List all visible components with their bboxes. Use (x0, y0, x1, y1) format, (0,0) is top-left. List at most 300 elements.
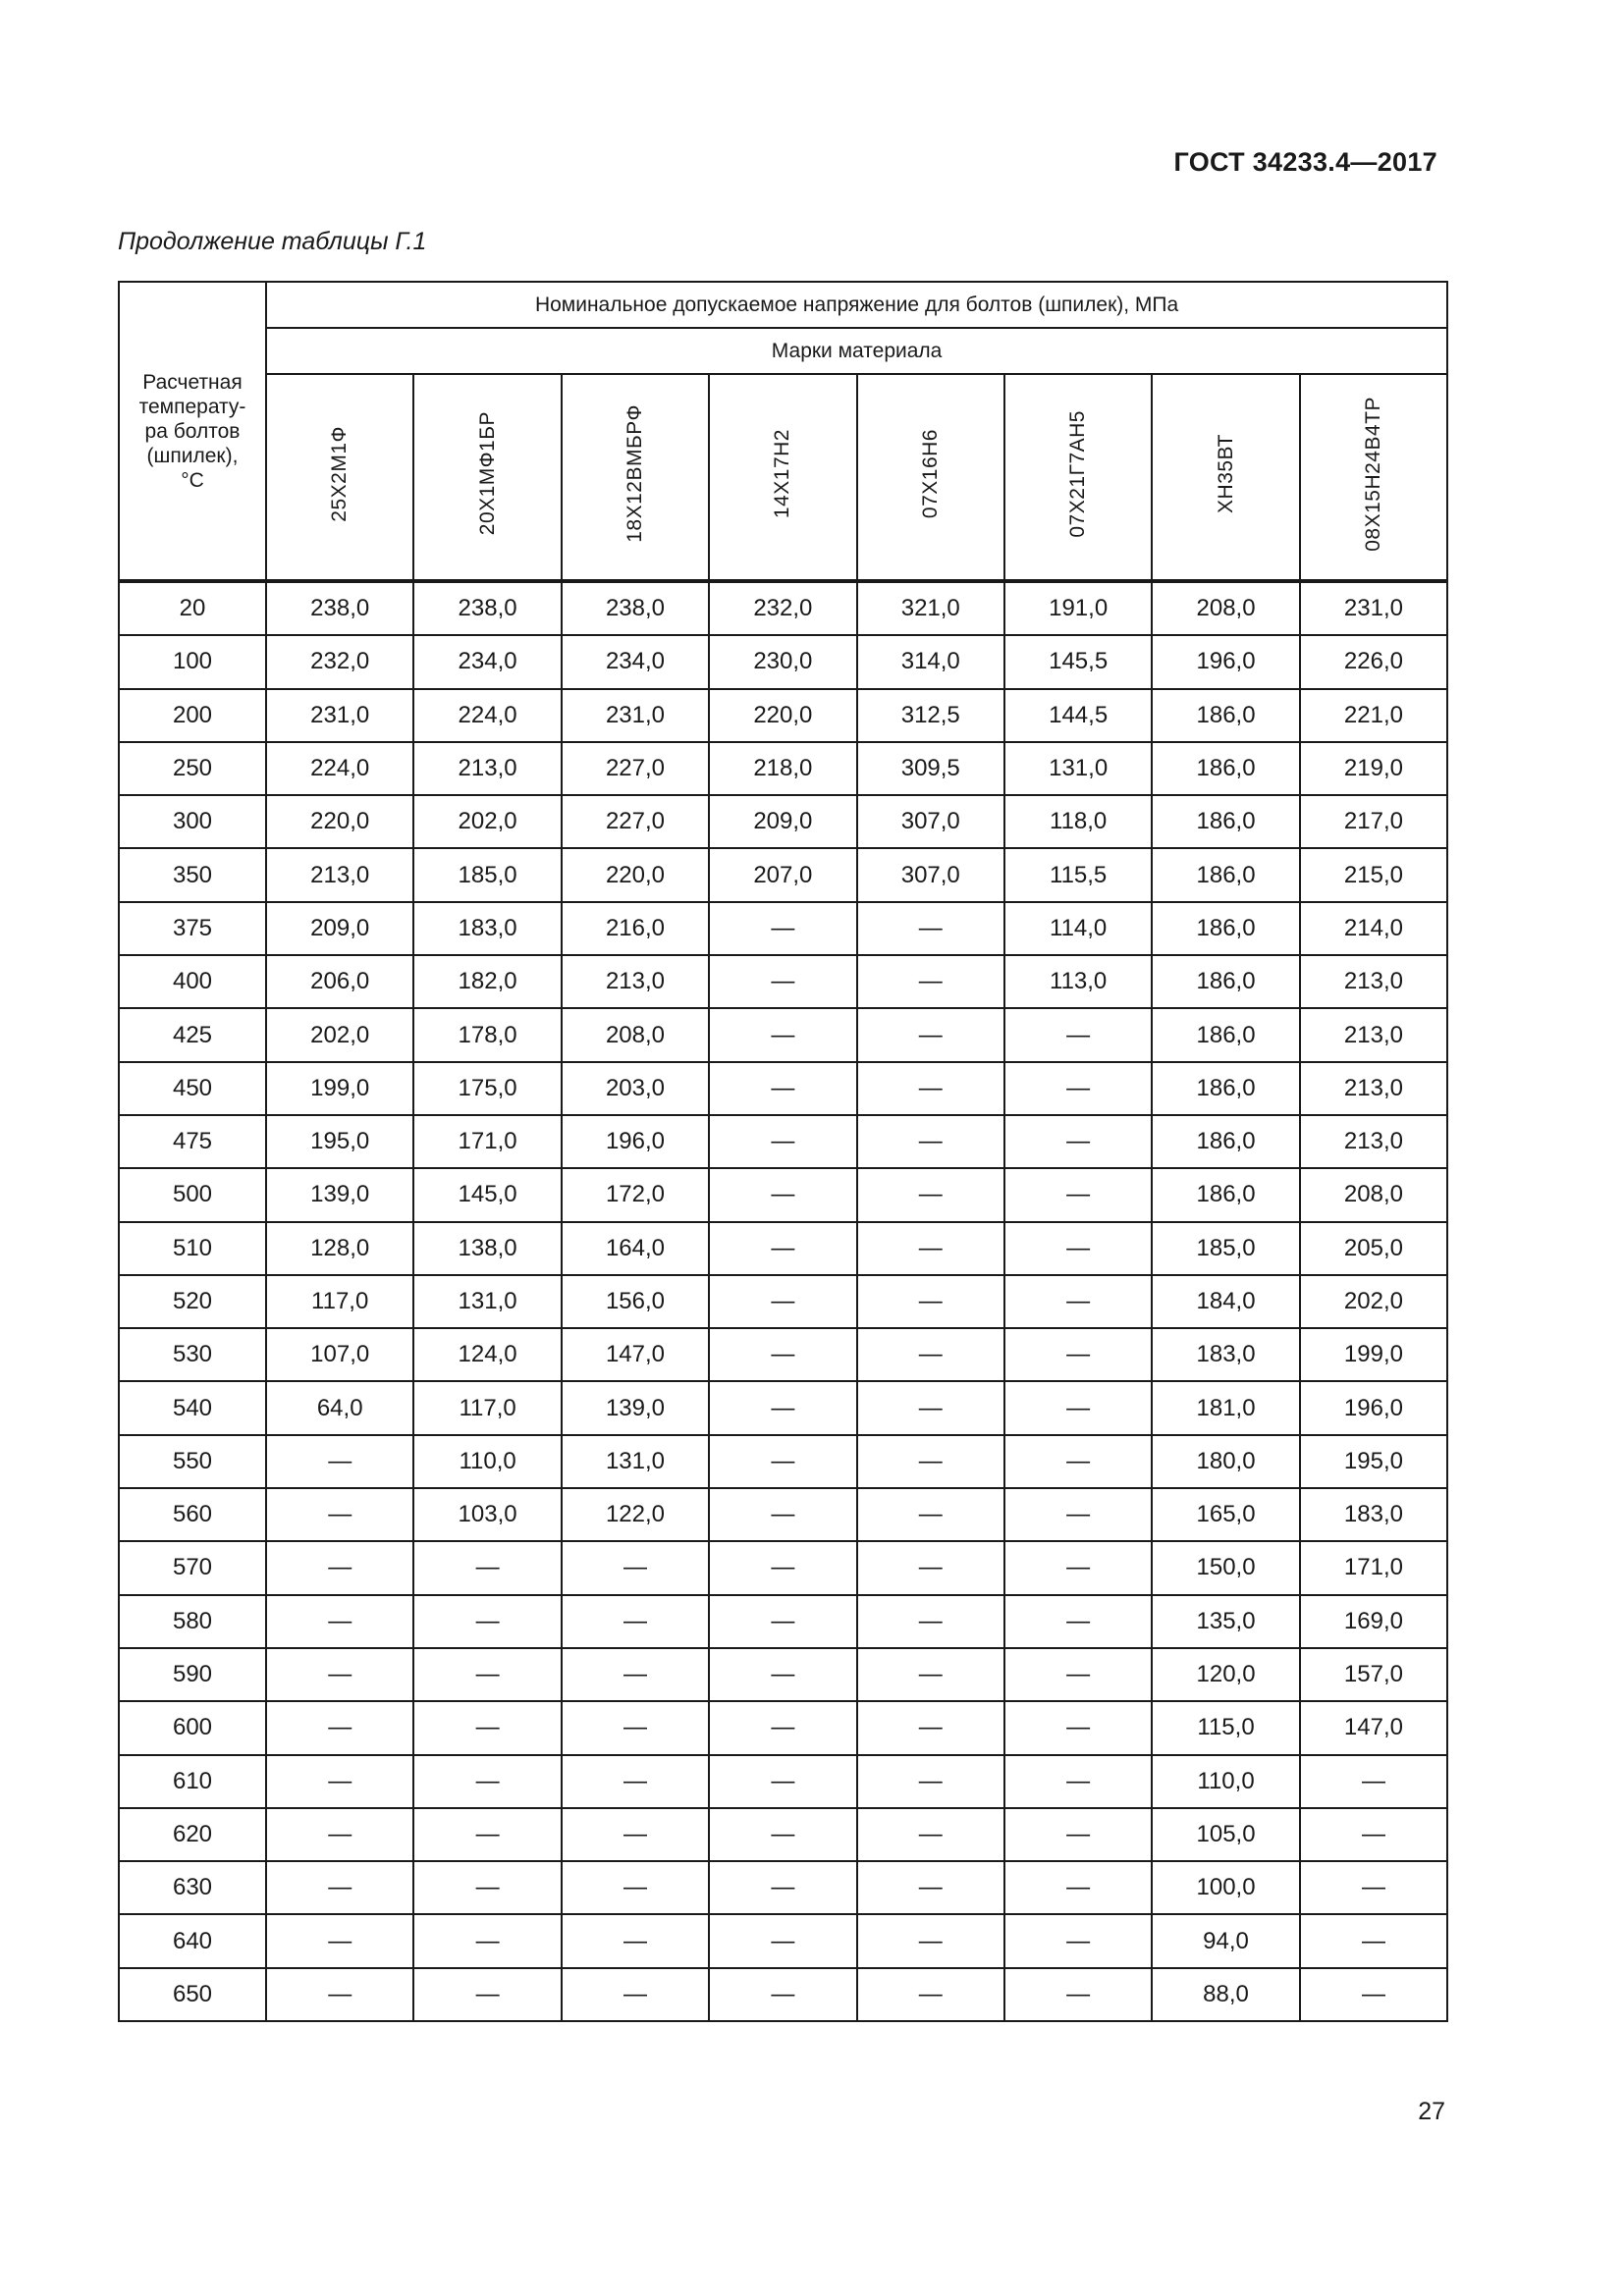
stress-value-cell: — (1004, 1968, 1152, 2021)
material-label: 18Х12ВМБРФ (623, 404, 646, 543)
stress-value-cell: 103,0 (413, 1488, 561, 1541)
stress-value-cell: 172,0 (562, 1168, 709, 1221)
stress-value-cell: 238,0 (562, 581, 709, 635)
temperature-cell: 400 (119, 955, 266, 1008)
stress-value-cell: — (709, 1222, 856, 1275)
temperature-cell: 200 (119, 689, 266, 742)
stress-value-cell: — (1300, 1861, 1447, 1914)
temperature-cell: 510 (119, 1222, 266, 1275)
stress-value-cell: 147,0 (1300, 1701, 1447, 1754)
stress-value-cell: 88,0 (1152, 1968, 1299, 2021)
stress-value-cell: 231,0 (1300, 581, 1447, 635)
temperature-header-line: Расчетная (142, 370, 243, 394)
table-row (119, 1648, 1447, 1701)
stress-value-cell: — (562, 1755, 709, 1808)
table-row (119, 1808, 1447, 1861)
stress-value-cell: — (562, 1914, 709, 1967)
stress-value-cell: — (857, 1328, 1004, 1381)
table-row (119, 1115, 1447, 1168)
stress-value-cell: 186,0 (1152, 689, 1299, 742)
stress-value-cell: — (709, 1435, 856, 1488)
page-number: 27 (1418, 2098, 1445, 2125)
stress-value-cell: 217,0 (1300, 795, 1447, 848)
temperature-cell: 100 (119, 635, 266, 688)
stress-value-cell: 202,0 (1300, 1275, 1447, 1328)
stress-value-cell: 114,0 (1004, 902, 1152, 955)
stress-value-cell: 118,0 (1004, 795, 1152, 848)
stress-value-cell: 186,0 (1152, 1168, 1299, 1221)
stress-value-cell: 145,5 (1004, 635, 1152, 688)
temperature-cell: 500 (119, 1168, 266, 1221)
stress-value-cell: 202,0 (266, 1008, 413, 1061)
stress-value-cell: 203,0 (562, 1062, 709, 1115)
stress-value-cell: 202,0 (413, 795, 561, 848)
stress-value-cell: — (709, 1808, 856, 1861)
stress-value-cell: 307,0 (857, 848, 1004, 901)
table-row (119, 1062, 1447, 1115)
stress-value-cell: — (1004, 1755, 1152, 1808)
stress-value-cell: — (266, 1755, 413, 1808)
stress-value-cell: — (266, 1968, 413, 2021)
stress-value-cell: 213,0 (1300, 1062, 1447, 1115)
stress-value-cell: 195,0 (1300, 1435, 1447, 1488)
stress-value-cell: 231,0 (266, 689, 413, 742)
stress-value-cell: — (266, 1808, 413, 1861)
stress-value-cell: 196,0 (1152, 635, 1299, 688)
stress-value-cell: 196,0 (1300, 1381, 1447, 1434)
temperature-cell: 475 (119, 1115, 266, 1168)
stress-value-cell: — (1004, 1115, 1152, 1168)
temperature-column-header (119, 282, 266, 581)
stress-group-header: Номинальное допускаемое напряжение для болтов (шпилек), МПа (266, 282, 1447, 328)
temperature-header-line: температу- (138, 395, 246, 418)
stress-value-cell: 171,0 (1300, 1541, 1447, 1594)
material-header (1004, 374, 1152, 581)
stress-value-cell: 110,0 (1152, 1755, 1299, 1808)
stress-value-cell: 175,0 (413, 1062, 561, 1115)
material-header (1152, 374, 1299, 581)
stress-value-cell: — (413, 1755, 561, 1808)
stress-value-cell: — (857, 1648, 1004, 1701)
stress-value-cell: 231,0 (562, 689, 709, 742)
stress-value-cell: 214,0 (1300, 902, 1447, 955)
stress-value-cell: — (709, 1914, 856, 1967)
table-row (119, 635, 1447, 688)
stress-value-cell: — (1004, 1435, 1152, 1488)
stress-value-cell: 128,0 (266, 1222, 413, 1275)
material-label: 08Х15Н24В4ТР (1361, 396, 1384, 552)
stress-value-cell: — (709, 1328, 856, 1381)
temperature-cell: 590 (119, 1648, 266, 1701)
stress-value-cell: — (709, 1968, 856, 2021)
stress-value-cell: 208,0 (1152, 581, 1299, 635)
stress-value-cell: — (857, 1435, 1004, 1488)
table-row (119, 1488, 1447, 1541)
stress-value-cell: — (413, 1595, 561, 1648)
stress-value-cell: 208,0 (1300, 1168, 1447, 1221)
stress-value-cell: — (562, 1968, 709, 2021)
stress-value-cell: 186,0 (1152, 1062, 1299, 1115)
stress-value-cell: 171,0 (413, 1115, 561, 1168)
stress-value-cell: — (857, 902, 1004, 955)
stress-value-cell: — (709, 1595, 856, 1648)
temperature-cell: 350 (119, 848, 266, 901)
stress-value-cell: — (1004, 1008, 1152, 1061)
temperature-cell: 425 (119, 1008, 266, 1061)
stress-value-cell: — (562, 1595, 709, 1648)
stress-value-cell: 100,0 (1152, 1861, 1299, 1914)
stress-value-cell: — (1004, 1328, 1152, 1381)
table-body (119, 581, 1447, 2021)
stress-value-cell: 213,0 (1300, 1115, 1447, 1168)
temperature-cell: 650 (119, 1968, 266, 2021)
stress-value-cell: 205,0 (1300, 1222, 1447, 1275)
stress-value-cell: 131,0 (413, 1275, 561, 1328)
material-header (857, 374, 1004, 581)
stress-value-cell: — (266, 1701, 413, 1754)
stress-value-cell: 207,0 (709, 848, 856, 901)
stress-value-cell: 224,0 (266, 742, 413, 795)
temperature-cell: 375 (119, 902, 266, 955)
stress-value-cell: — (1004, 1861, 1152, 1914)
temperature-header-line: °С (181, 468, 204, 492)
temperature-cell: 20 (119, 581, 266, 635)
material-header (562, 374, 709, 581)
stress-value-cell: — (1004, 1488, 1152, 1541)
stress-value-cell: 124,0 (413, 1328, 561, 1381)
stress-value-cell: 107,0 (266, 1328, 413, 1381)
stress-value-cell: 138,0 (413, 1222, 561, 1275)
stress-value-cell: 110,0 (413, 1435, 561, 1488)
stress-value-cell: — (857, 1968, 1004, 2021)
stress-value-cell: — (709, 1062, 856, 1115)
table-row (119, 1222, 1447, 1275)
stress-value-cell: 220,0 (562, 848, 709, 901)
temperature-cell: 570 (119, 1541, 266, 1594)
stress-value-cell: 186,0 (1152, 955, 1299, 1008)
stress-value-cell: 186,0 (1152, 902, 1299, 955)
stress-value-cell: — (266, 1861, 413, 1914)
stress-value-cell: 147,0 (562, 1328, 709, 1381)
stress-value-cell: — (266, 1914, 413, 1967)
stress-value-cell: 185,0 (1152, 1222, 1299, 1275)
stress-value-cell: 218,0 (709, 742, 856, 795)
table-row (119, 1968, 1447, 2021)
table-row (119, 1168, 1447, 1221)
stress-value-cell: 182,0 (413, 955, 561, 1008)
stress-value-cell: — (413, 1861, 561, 1914)
table-row (119, 1328, 1447, 1381)
stress-value-cell: 195,0 (266, 1115, 413, 1168)
material-label: 25Х2М1Ф (328, 425, 352, 522)
stress-value-cell: — (266, 1488, 413, 1541)
stress-value-cell: 186,0 (1152, 848, 1299, 901)
stress-value-cell: — (857, 1115, 1004, 1168)
stress-value-cell: — (857, 1541, 1004, 1594)
material-label: 20Х1МФ1БР (475, 411, 499, 536)
stress-value-cell: — (857, 1275, 1004, 1328)
material-header (266, 374, 413, 581)
stress-value-cell: 238,0 (266, 581, 413, 635)
temperature-cell: 640 (119, 1914, 266, 1967)
stress-value-cell: — (709, 1755, 856, 1808)
temperature-header-line: ра болтов (144, 419, 241, 443)
table-row (119, 1914, 1447, 1967)
stress-value-cell: 64,0 (266, 1381, 413, 1434)
stress-value-cell: 227,0 (562, 795, 709, 848)
stress-value-cell: 150,0 (1152, 1541, 1299, 1594)
table-caption: Продолжение таблицы Г.1 (118, 228, 427, 255)
stress-value-cell: — (1004, 1701, 1152, 1754)
material-label: 07Х16Н6 (918, 428, 942, 519)
stress-value-cell: 307,0 (857, 795, 1004, 848)
stress-value-cell: 209,0 (266, 902, 413, 955)
stress-value-cell: 224,0 (413, 689, 561, 742)
stress-value-cell: 199,0 (1300, 1328, 1447, 1381)
temperature-cell: 620 (119, 1808, 266, 1861)
stress-value-cell: 183,0 (413, 902, 561, 955)
table-row (119, 742, 1447, 795)
stress-value-cell: — (857, 1808, 1004, 1861)
temperature-header-line: (шпилек), (146, 444, 239, 467)
temperature-cell: 560 (119, 1488, 266, 1541)
stress-value-cell: 215,0 (1300, 848, 1447, 901)
temperature-cell: 630 (119, 1861, 266, 1914)
stress-value-cell: 105,0 (1152, 1808, 1299, 1861)
stress-value-cell: — (709, 1701, 856, 1754)
material-label: 07Х21Г7АН5 (1066, 409, 1090, 538)
stress-value-cell: 131,0 (562, 1435, 709, 1488)
stress-value-cell: — (1004, 1275, 1152, 1328)
stress-value-cell: — (562, 1701, 709, 1754)
table-row (119, 1755, 1447, 1808)
temperature-cell: 450 (119, 1062, 266, 1115)
stress-value-cell: — (857, 1861, 1004, 1914)
temperature-cell: 530 (119, 1328, 266, 1381)
stress-value-cell: — (1004, 1062, 1152, 1115)
stress-value-cell: — (1004, 1648, 1152, 1701)
stress-value-cell: — (709, 1168, 856, 1221)
stress-value-cell: 165,0 (1152, 1488, 1299, 1541)
stress-value-cell: 186,0 (1152, 1008, 1299, 1061)
table-row (119, 902, 1447, 955)
stress-value-cell: 230,0 (709, 635, 856, 688)
stress-value-cell: — (1300, 1755, 1447, 1808)
stress-value-cell: — (413, 1541, 561, 1594)
stress-value-cell: — (413, 1648, 561, 1701)
table-row (119, 1541, 1447, 1594)
stress-value-cell: 94,0 (1152, 1914, 1299, 1967)
table-row (119, 1008, 1447, 1061)
table-row (119, 795, 1447, 848)
stress-value-cell: — (857, 1701, 1004, 1754)
stress-value-cell: 115,0 (1152, 1701, 1299, 1754)
table-row (119, 1701, 1447, 1754)
stress-value-cell: 213,0 (562, 955, 709, 1008)
stress-value-cell: — (1300, 1968, 1447, 2021)
stress-value-cell: 208,0 (562, 1008, 709, 1061)
table-row (119, 1861, 1447, 1914)
stress-value-cell: 206,0 (266, 955, 413, 1008)
stress-value-cell: 321,0 (857, 581, 1004, 635)
material-grades-header: Марки материала (266, 328, 1447, 374)
table-row (119, 848, 1447, 901)
table-row (119, 955, 1447, 1008)
stress-value-cell: — (709, 1861, 856, 1914)
stress-value-cell: — (266, 1435, 413, 1488)
table-row (119, 581, 1447, 635)
stress-value-cell: 220,0 (266, 795, 413, 848)
stress-value-cell: 117,0 (266, 1275, 413, 1328)
stress-value-cell: 120,0 (1152, 1648, 1299, 1701)
stress-value-cell: — (562, 1541, 709, 1594)
stress-value-cell: — (857, 1381, 1004, 1434)
stress-value-cell: — (562, 1861, 709, 1914)
stress-value-cell: — (709, 1488, 856, 1541)
stress-value-cell: 178,0 (413, 1008, 561, 1061)
stress-value-cell: 220,0 (709, 689, 856, 742)
stress-value-cell: 191,0 (1004, 581, 1152, 635)
stress-value-cell: — (1004, 1168, 1152, 1221)
material-header (1300, 374, 1447, 581)
stress-value-cell: — (857, 1008, 1004, 1061)
stress-value-cell: 139,0 (562, 1381, 709, 1434)
stress-value-cell: 183,0 (1300, 1488, 1447, 1541)
stress-value-cell: 186,0 (1152, 742, 1299, 795)
table-row (119, 689, 1447, 742)
stress-value-cell: 234,0 (562, 635, 709, 688)
stress-value-cell: — (266, 1541, 413, 1594)
stress-value-cell: 209,0 (709, 795, 856, 848)
stress-value-cell: — (857, 1062, 1004, 1115)
stress-value-cell: 196,0 (562, 1115, 709, 1168)
temperature-cell: 600 (119, 1701, 266, 1754)
stress-value-cell: 238,0 (413, 581, 561, 635)
stress-value-cell: 213,0 (1300, 1008, 1447, 1061)
stress-table (118, 281, 1448, 2022)
stress-value-cell: 135,0 (1152, 1595, 1299, 1648)
stress-value-cell: 226,0 (1300, 635, 1447, 688)
document-code: ГОСТ 34233.4—2017 (1173, 147, 1437, 177)
stress-value-cell: 185,0 (413, 848, 561, 901)
stress-value-cell: — (1004, 1222, 1152, 1275)
stress-value-cell: — (857, 1168, 1004, 1221)
stress-value-cell: 186,0 (1152, 795, 1299, 848)
temperature-cell: 520 (119, 1275, 266, 1328)
stress-value-cell: — (709, 902, 856, 955)
stress-value-cell: — (857, 1914, 1004, 1967)
stress-value-cell: 213,0 (413, 742, 561, 795)
stress-value-cell: 309,5 (857, 742, 1004, 795)
stress-value-cell: 145,0 (413, 1168, 561, 1221)
stress-value-cell: 139,0 (266, 1168, 413, 1221)
stress-value-cell: 186,0 (1152, 1115, 1299, 1168)
material-header (709, 374, 856, 581)
stress-value-cell: 234,0 (413, 635, 561, 688)
table-row (119, 1381, 1447, 1434)
stress-value-cell: — (709, 1381, 856, 1434)
stress-value-cell: — (709, 1541, 856, 1594)
material-label: ХН35ВТ (1214, 434, 1237, 513)
stress-value-cell: 115,5 (1004, 848, 1152, 901)
stress-value-cell: 181,0 (1152, 1381, 1299, 1434)
stress-value-cell: 216,0 (562, 902, 709, 955)
temperature-cell: 610 (119, 1755, 266, 1808)
stress-value-cell: — (1004, 1381, 1152, 1434)
temperature-cell: 550 (119, 1435, 266, 1488)
stress-value-cell: 169,0 (1300, 1595, 1447, 1648)
stress-value-cell: — (413, 1968, 561, 2021)
stress-value-cell: 232,0 (266, 635, 413, 688)
stress-value-cell: — (857, 1595, 1004, 1648)
stress-value-cell: — (857, 1488, 1004, 1541)
stress-value-cell: 314,0 (857, 635, 1004, 688)
stress-value-cell: — (1004, 1914, 1152, 1967)
stress-value-cell: 199,0 (266, 1062, 413, 1115)
temperature-cell: 540 (119, 1381, 266, 1434)
stress-value-cell: — (857, 955, 1004, 1008)
stress-value-cell: — (857, 1222, 1004, 1275)
stress-value-cell: 164,0 (562, 1222, 709, 1275)
stress-value-cell: 131,0 (1004, 742, 1152, 795)
stress-value-cell: 219,0 (1300, 742, 1447, 795)
materials-row (119, 374, 1447, 581)
stress-value-cell: — (1004, 1541, 1152, 1594)
stress-value-cell: 227,0 (562, 742, 709, 795)
stress-value-cell: — (709, 1648, 856, 1701)
stress-value-cell: — (562, 1648, 709, 1701)
temperature-cell: 300 (119, 795, 266, 848)
stress-value-cell: — (562, 1808, 709, 1861)
stress-value-cell: 113,0 (1004, 955, 1152, 1008)
stress-value-cell: — (709, 1008, 856, 1061)
stress-value-cell: — (709, 1115, 856, 1168)
material-label: 14Х17Н2 (771, 428, 794, 519)
temperature-cell: 250 (119, 742, 266, 795)
stress-value-cell: 221,0 (1300, 689, 1447, 742)
stress-value-cell: — (857, 1755, 1004, 1808)
stress-value-cell: 122,0 (562, 1488, 709, 1541)
stress-value-cell: — (266, 1648, 413, 1701)
table-row (119, 1435, 1447, 1488)
stress-value-cell: — (413, 1914, 561, 1967)
table-row (119, 1595, 1447, 1648)
stress-value-cell: 213,0 (1300, 955, 1447, 1008)
stress-value-cell: — (709, 955, 856, 1008)
stress-value-cell: 213,0 (266, 848, 413, 901)
stress-value-cell: 144,5 (1004, 689, 1152, 742)
stress-value-cell: — (1300, 1808, 1447, 1861)
stress-value-cell: — (709, 1275, 856, 1328)
stress-value-cell: 232,0 (709, 581, 856, 635)
stress-value-cell: 180,0 (1152, 1435, 1299, 1488)
stress-value-cell: 183,0 (1152, 1328, 1299, 1381)
stress-value-cell: 156,0 (562, 1275, 709, 1328)
material-header (413, 374, 561, 581)
stress-value-cell: — (413, 1808, 561, 1861)
stress-value-cell: — (266, 1595, 413, 1648)
temperature-cell: 580 (119, 1595, 266, 1648)
table-row (119, 1275, 1447, 1328)
stress-value-cell: 117,0 (413, 1381, 561, 1434)
stress-value-cell: — (1004, 1808, 1152, 1861)
stress-value-cell: — (413, 1701, 561, 1754)
stress-value-cell: — (1300, 1914, 1447, 1967)
stress-value-cell: 312,5 (857, 689, 1004, 742)
stress-value-cell: — (1004, 1595, 1152, 1648)
stress-value-cell: 157,0 (1300, 1648, 1447, 1701)
stress-value-cell: 184,0 (1152, 1275, 1299, 1328)
